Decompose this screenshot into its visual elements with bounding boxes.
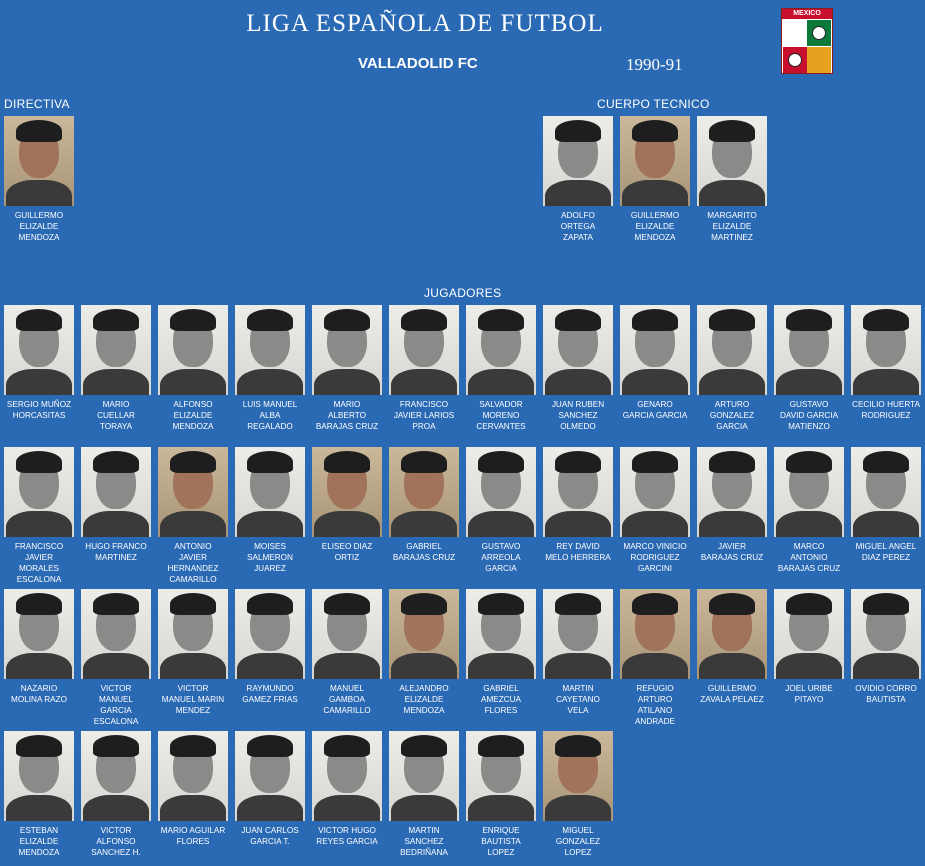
player-card [386,305,462,432]
person-name: SALVADOR MORENO CERVANTES [476,400,526,431]
person-name: OVIDIO CORRO BAUTISTA [855,684,917,704]
player-card [309,447,385,563]
person-name: VICTOR ALFONSO SANCHEZ H. [91,826,141,857]
person-name: MARTIN SANCHEZ BEDRIÑANA [400,826,448,857]
portrait-photo [851,447,921,537]
player-card [463,447,539,574]
person-name: RAYMUNDO GAMEZ FRIAS [242,684,298,704]
portrait-photo [158,589,228,679]
player-card [78,589,154,727]
portrait-photo [620,447,690,537]
person-name: CECILIO HUERTA RODRIGUEZ [852,400,920,420]
portrait-photo [81,589,151,679]
portrait-photo [774,447,844,537]
player-card [155,731,231,847]
portrait-photo [235,447,305,537]
portrait-photo [4,305,74,395]
player-card [771,305,847,432]
person-name: ARTURO GONZALEZ GARCIA [709,400,755,431]
person-name: ADOLFO ORTEGA ZAPATA [560,211,596,242]
portrait-photo [81,305,151,395]
player-card [694,447,770,563]
portrait-photo [389,589,459,679]
person-name: MARTIN CAYETANO VELA [556,684,600,715]
portrait-photo [235,731,305,821]
person-name: MARIO ALBERTO BARAJAS CRUZ [315,400,379,431]
section-cuerpo-tecnico: CUERPO TECNICO [597,97,710,111]
person-name: GUSTAVO ARREOLA GARCIA [481,542,521,573]
portrait-photo [543,116,613,206]
portrait-photo [312,589,382,679]
portrait-photo [697,305,767,395]
person-name: GUILLERMO ZAVALA PELAEZ [700,684,764,704]
person-name: ENRIQUE BAUTISTA LOPEZ [481,826,521,857]
team-name: VALLADOLID FC [358,55,478,72]
portrait-photo [851,305,921,395]
person-name: MARCO ANTONIO BARAJAS CRUZ [777,542,841,573]
person-name: GUSTAVO DAVID GARCIA MATIENZO [779,400,839,431]
section-directiva: DIRECTIVA [4,97,70,111]
portrait-photo [4,447,74,537]
player-card [1,305,77,421]
player-card [232,731,308,847]
portrait-photo [4,731,74,821]
player-card [463,305,539,432]
portrait-photo [543,447,613,537]
person-name: MIGUEL ANGEL DIAZ PEREZ [855,542,917,562]
player-card [694,305,770,432]
portrait-photo [543,589,613,679]
portrait-photo [466,731,536,821]
portrait-photo [697,447,767,537]
mexico-crest-icon [781,8,833,74]
portrait-photo [312,447,382,537]
person-name: VICTOR HUGO REYES GARCIA [316,826,378,846]
person-name: MOISES SALMERON JUAREZ [247,542,293,573]
player-card [1,589,77,705]
player-card [309,589,385,716]
player-card [540,305,616,432]
portrait-photo [466,305,536,395]
portrait-photo [158,731,228,821]
player-card [78,447,154,563]
person-name: SERGIO MUÑOZ HORCASITAS [6,400,72,420]
person-name: JAVIER BARAJAS CRUZ [700,542,764,562]
player-card [463,589,539,716]
portrait-photo [466,589,536,679]
portrait-photo [389,447,459,537]
person-name: HUGO FRANCO MARTINEZ [85,542,147,562]
person-name: GABRIEL BARAJAS CRUZ [392,542,456,562]
portrait-photo [81,731,151,821]
section-jugadores: JUGADORES [424,286,502,300]
player-card [771,589,847,705]
portrait-photo [158,305,228,395]
crest-label: MEXICO [793,10,821,17]
player-card [848,589,924,705]
staff-member [540,116,616,243]
player-card [155,589,231,716]
person-name: GABRIEL AMEZCUA FLORES [480,684,522,715]
portrait-photo [620,589,690,679]
person-name: ELISEO DIAZ ORTIZ [321,542,373,562]
page-title: LIGA ESPAÑOLA DE FUTBOL [246,10,604,37]
person-name: MARIO CUELLAR TORAYA [97,400,135,431]
portrait-photo [235,305,305,395]
player-card [463,731,539,858]
person-name: REY DAVID MELO HERRERA [545,542,611,562]
player-card [617,589,693,727]
portrait-photo [620,116,690,206]
player-card [78,305,154,432]
player-card [540,731,616,858]
portrait-photo [235,589,305,679]
person-name: ESTEBAN ELIZALDE MENDOZA [18,826,60,857]
player-card [617,447,693,574]
person-name: JUAN CARLOS GARCIA T. [241,826,299,846]
player-card [694,589,770,705]
person-name: MANUEL GAMBOA CAMARILLO [323,684,371,715]
portrait-photo [774,305,844,395]
person-name: REFUGIO ARTURO ATILANO ANDRADE [634,684,676,726]
person-name: MIGUEL GONZALEZ LOPEZ [555,826,601,857]
person-name: FRANCISCO JAVIER MORALES ESCALONA [14,542,64,584]
person-name: JOEL URIBE PITAYO [785,684,833,704]
player-card [771,447,847,574]
person-name: NAZARIO MOLINA RAZO [11,684,67,704]
portrait-photo [389,731,459,821]
portrait-photo [466,447,536,537]
portrait-photo [389,305,459,395]
person-name: MARCO VINICIO RODRIGUEZ GARCINI [623,542,687,573]
directiva-member [1,116,77,243]
player-card [232,447,308,574]
person-name: ANTONIO JAVIER HERNANDEZ CAMARILLO [167,542,219,584]
person-name: ALEJANDRO ELIZALDE MENDOZA [399,684,449,715]
person-name: MARIO AGUILAR FLORES [160,826,226,846]
portrait-photo [312,731,382,821]
player-card [848,305,924,421]
staff-member [694,116,770,243]
portrait-photo [543,731,613,821]
player-card [155,447,231,585]
portrait-photo [620,305,690,395]
person-name: VICTOR MANUEL GARCIA ESCALONA [93,684,139,726]
season-label: 1990-91 [626,55,683,74]
person-name: JUAN RUBEN SANCHEZ OLMEDO [551,400,605,431]
player-card [232,305,308,432]
player-card [309,305,385,432]
player-card [540,589,616,716]
portrait-photo [774,589,844,679]
person-name: FRANCISCO JAVIER LARIOS PROA [393,400,455,431]
person-name: MARGARITO ELIZALDE MARTINEZ [707,211,757,242]
portrait-photo [697,116,767,206]
player-card [540,447,616,563]
person-name: GENARO GARCIA GARCIA [622,400,688,420]
player-card [617,305,693,421]
player-card [386,447,462,563]
portrait-photo [81,447,151,537]
player-card [78,731,154,858]
person-name: ALFONSO ELIZALDE MENDOZA [172,400,214,431]
person-name: GUILLERMO ELIZALDE MENDOZA [630,211,680,242]
portrait-photo [543,305,613,395]
player-card [1,731,77,858]
player-card [155,305,231,432]
staff-member [617,116,693,243]
portrait-photo [158,447,228,537]
player-card [232,589,308,705]
portrait-photo [4,116,74,206]
player-card [386,731,462,858]
person-name: VICTOR MANUEL MARIN MENDEZ [161,684,225,715]
portrait-photo [312,305,382,395]
portrait-photo [697,589,767,679]
player-card [309,731,385,847]
player-card [386,589,462,716]
portrait-photo [851,589,921,679]
person-name: GUILLERMO ELIZALDE MENDOZA [14,211,64,242]
player-card [1,447,77,585]
person-name: LUIS MANUEL ALBA REGALADO [242,400,298,431]
player-card [848,447,924,563]
portrait-photo [4,589,74,679]
